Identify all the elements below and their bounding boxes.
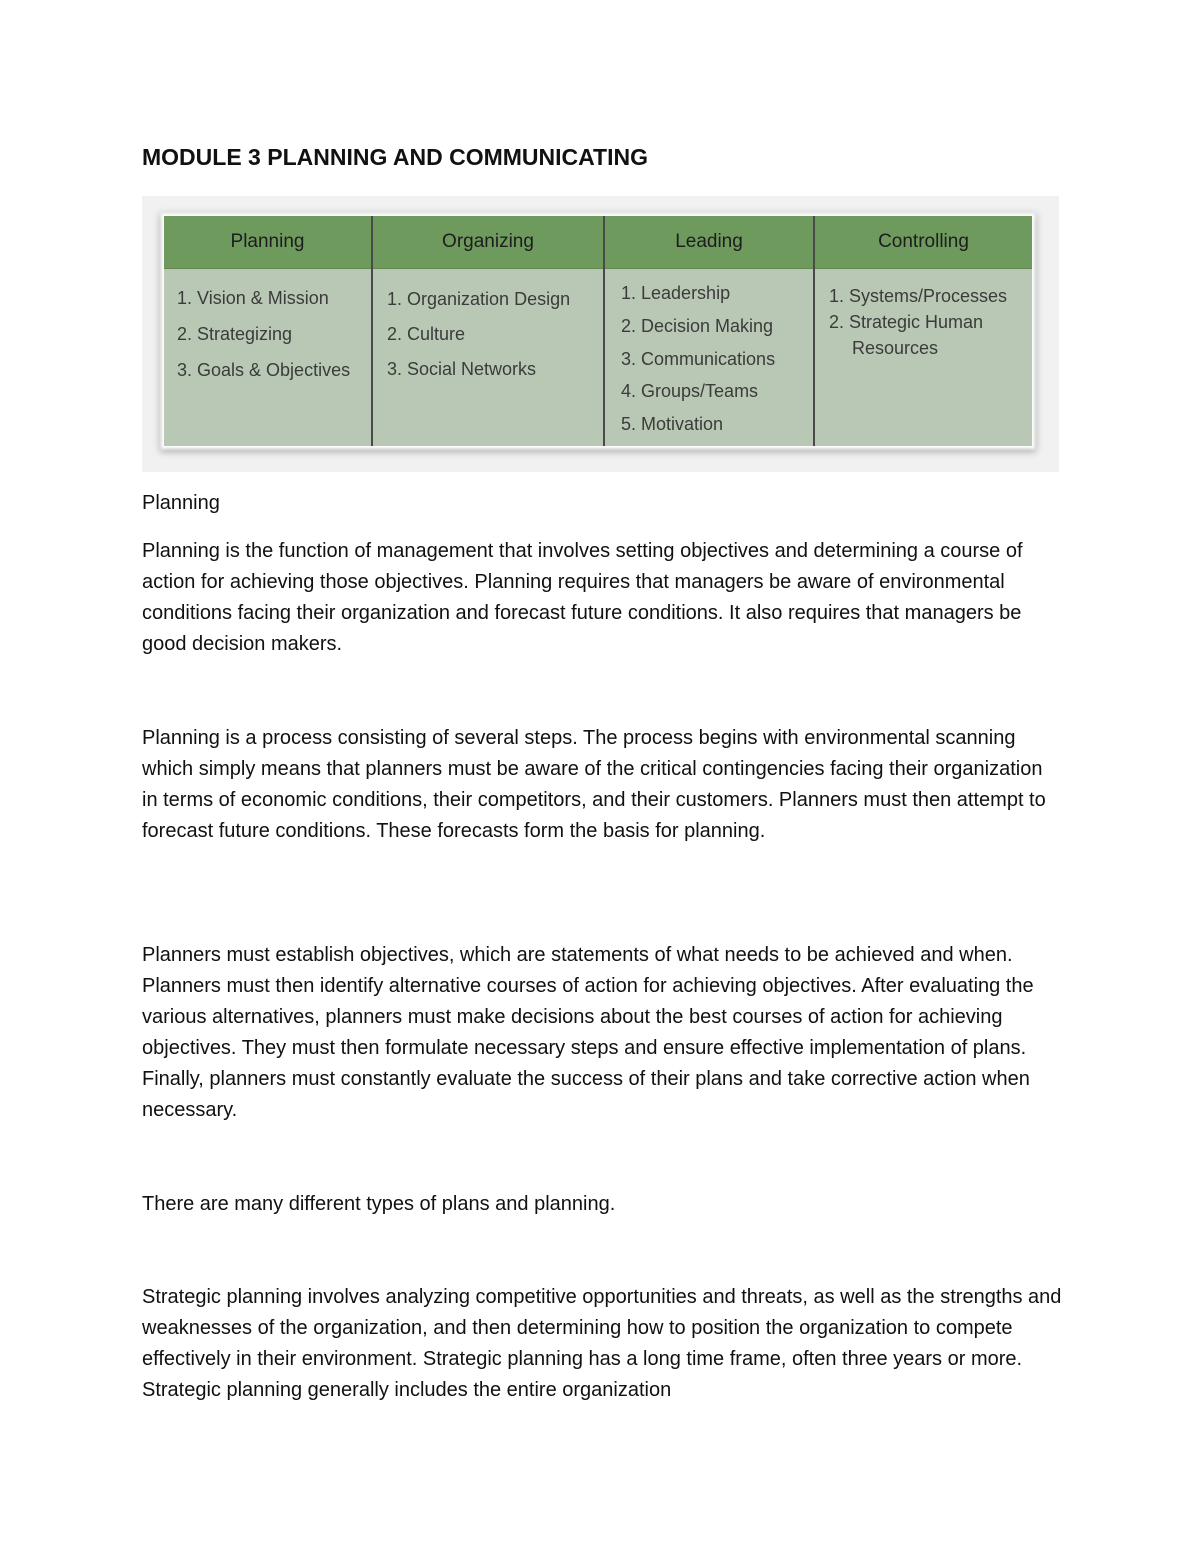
document-title: MODULE 3 PLANNING AND COMMUNICATING [142,144,648,170]
paragraph-planning-objectives: Planners must establish objectives, which are statements of what needs to be achieved and when. Planners must then identify alternative courses of action for achieving objectives. After evaluating the various alternatives, planners must make decisions about the best courses of action for achieving objectives. They must then formulate necessary steps and ensure effective implementation of plans. Finally, planners must constantly evaluate the success of their plans and take corrective action when necessary. [142,944,1034,1121]
column-header-controlling: Controlling [815,216,1032,269]
organizing-items [373,282,603,387]
column-leading [605,216,815,446]
column-header-organizing: Organizing [373,216,603,269]
list-item: 1. Leadership [621,283,731,303]
column-controlling [815,216,1032,446]
list-item: 2. Culture [387,324,466,344]
controlling-items [815,283,1032,361]
paragraph-planning-process: Planning is a process consisting of several steps. The process begins with environmental scanning which simply means that planners must be aware of the critical contingencies facing their organization in terms of economic conditions, their competitors, and their customers. Planners must then attempt to forecast future conditions. These forecasts form the basis for planning. [142,727,1046,842]
list-item: 2. Decision Making [621,315,774,336]
column-header-planning: Planning [164,216,371,269]
list-item: 3. Goals & Objectives [177,360,351,380]
list-item: 2. Strategizing [177,324,293,344]
leading-items [605,277,813,441]
list-item: 3. Communications [621,348,776,369]
management-functions-figure [142,196,1059,472]
column-header-leading: Leading [605,216,813,269]
list-item: 3. Social Networks [387,359,537,379]
paragraph-planning-definition: Planning is the function of management that involves setting objectives and determining a course of action for achieving those objectives. Planning requires that managers be aware of environmental conditions facing their organization and forecast future conditions. It also requires that managers be good decision makers. [142,540,1023,655]
section-heading-planning: Planning [142,492,220,514]
list-item: 1. Vision & Mission [177,288,329,308]
paragraph-strategic-planning: Strategic planning involves analyzing competitive opportunities and threats, as well as the strengths and weaknesses of the organization, and then determining how to position the organization to compete effectively in their environment. Strategic planning has a long time frame, often three years or more. Strategic planning generally includes the entire organization [142,1286,1062,1401]
column-organizing [373,216,605,446]
list-item: 2. Strategic Human Resources [829,312,984,358]
management-functions-table [164,216,1032,446]
list-item: 5. Motivation [621,414,724,435]
column-planning [164,216,373,446]
list-item: 4. Groups/Teams [621,381,759,402]
paragraph-plan-types: There are many different types of plans and planning. [142,1193,616,1215]
list-item: 1. Systems/Processes [829,286,1008,306]
list-item: 1. Organization Design [387,289,571,309]
planning-items [164,280,371,388]
